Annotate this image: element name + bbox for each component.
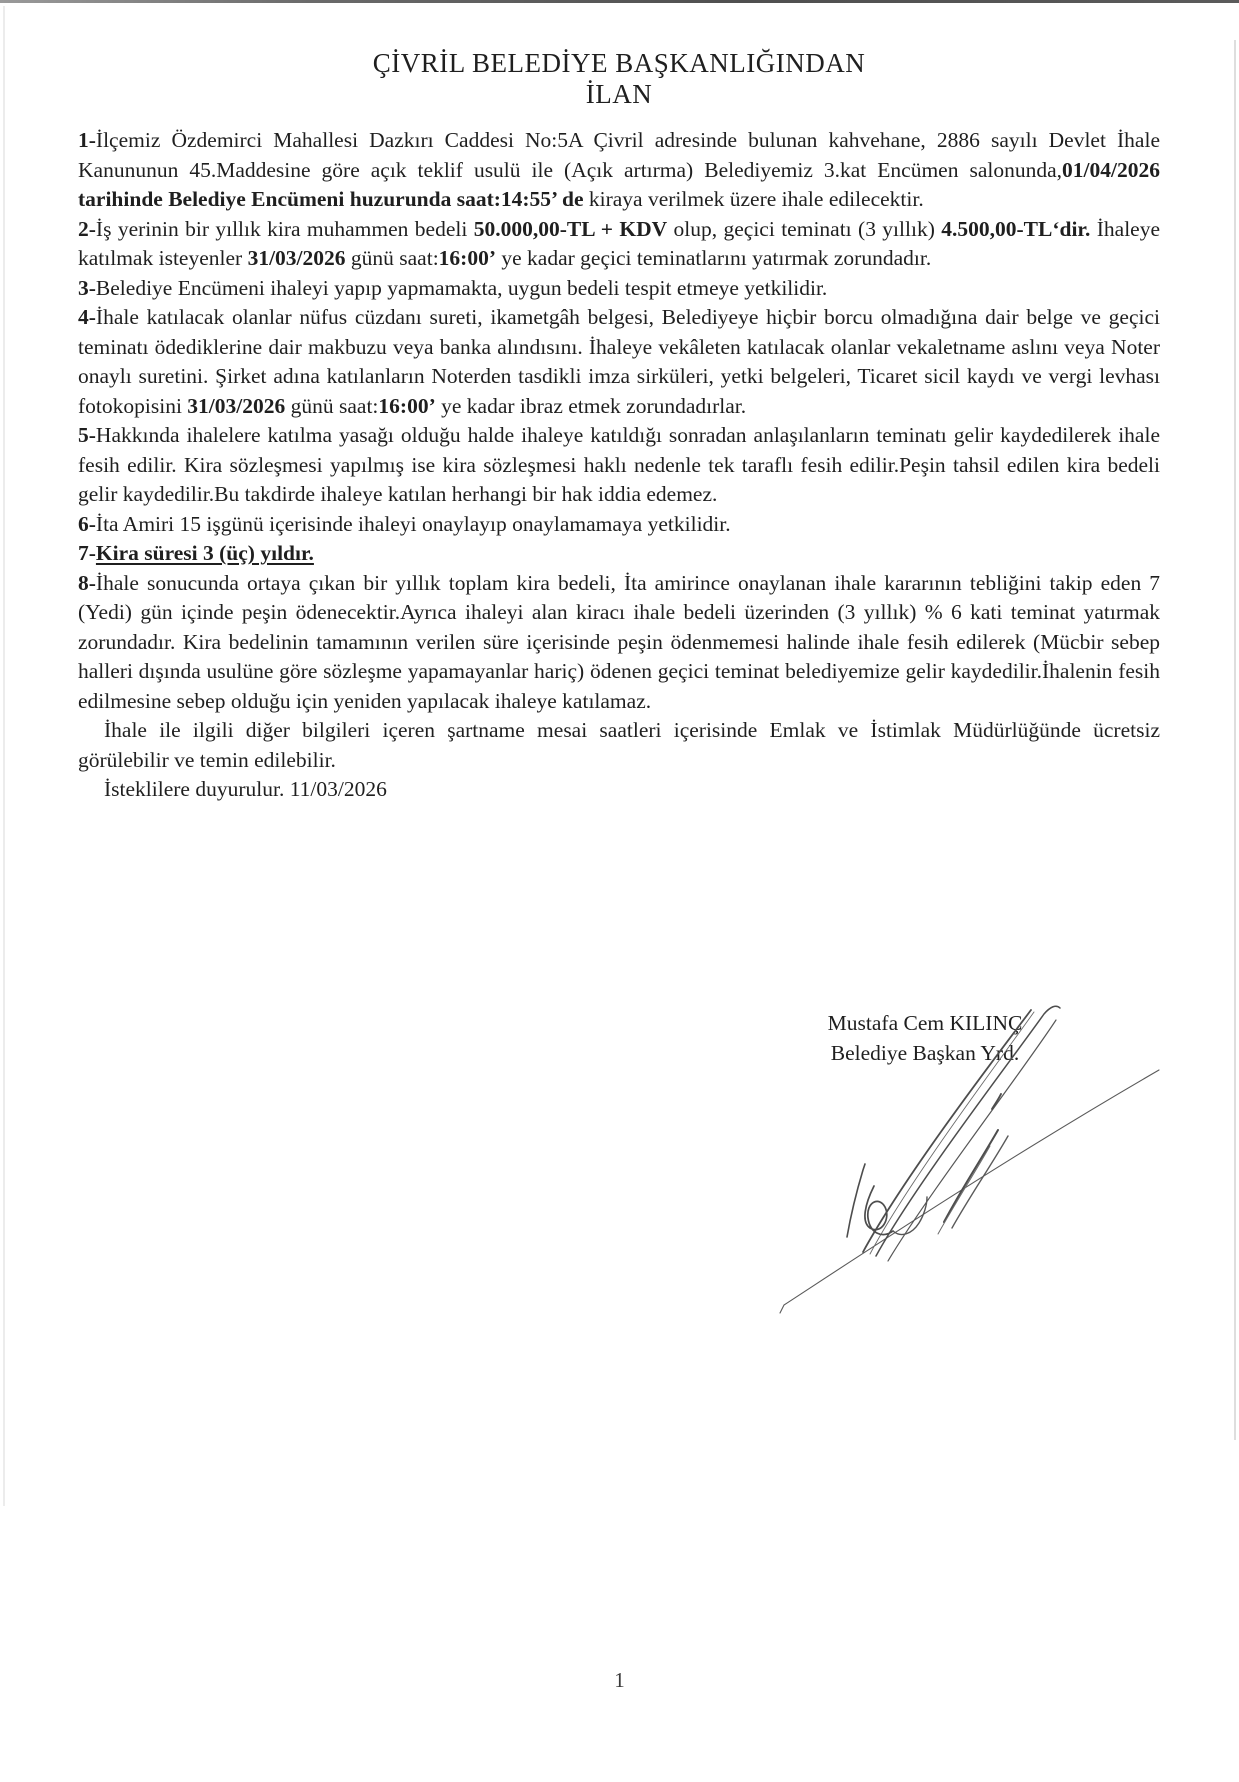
scan-artifact-right-edge <box>1234 40 1236 1440</box>
scan-artifact-top-edge <box>0 0 1239 3</box>
bold-text-run: 1- <box>78 128 96 152</box>
issuing-authority-title: ÇİVRİL BELEDİYE BAŞKANLIĞINDAN <box>372 48 866 78</box>
bold-text-run: 01/04/2026 tarihinde Belediye Encümeni huzurunda saat:14:55’ de <box>78 157 1160 211</box>
scan-artifact-left-edge <box>3 6 5 1506</box>
document-header <box>78 48 1160 110</box>
bold-text-run: 16:00’ <box>438 246 496 270</box>
page-number: 1 <box>614 1668 625 1692</box>
announcement-item-7 <box>78 539 1160 569</box>
signer-name: Mustafa Cem KILINÇ <box>827 1011 1023 1035</box>
text-run: İş yerinin bir yıllık kira muhammen bedeli <box>95 216 474 241</box>
text-run: İsteklilere duyurulur. 11/03/2026 <box>104 777 387 801</box>
bold-text-run: 8- <box>78 570 96 595</box>
text-run: ye kadar ibraz etmek zorundadırlar. <box>435 393 747 418</box>
bold-text-run: 5- <box>78 423 96 447</box>
closing-paragraph <box>78 716 1160 775</box>
text-run: kiraya verilmek üzere ihale edilecektir. <box>583 187 924 211</box>
text-run: İhale sonucunda ortaya çıkan bir yıllık toplam kira bedeli, İta amirince onaylanan ihale kararının tebliğini takip eden 7 (Yedi) gün içinde peşin ödenecektir.Ayrıca ihaleyi alan kiracı ihale bedeli üzerinden (3 yıllık) % 6 kati teminat yatırmak zorundadır. Kira bedelinin tamamının verilen süre içerisinde peşin ödenmemesi halinde ihale fesih edilerek (Mücbir sebep halleri dışında usulüne göre sözleşme yapamayanlar hariç) ödenen geçici teminat belediyemize gelir kaydedilir.İhalenin fesih edilmesine sebep olduğu için yeniden yapılacak ihaleye katılamaz. <box>78 570 1160 713</box>
bold-text-run: 16:00’ <box>378 393 436 418</box>
text-run: günü saat: <box>285 393 379 418</box>
announcement-item-3 <box>78 274 1160 304</box>
signer-title: Belediye Başkan Yrd. <box>830 1041 1020 1065</box>
text-run: İhale ile ilgili diğer bilgileri içeren şartname mesai saatleri içerisinde Emlak ve İstimlak Müdürlüğünde ücretsiz görülebilir ve temin edilebilir. <box>78 718 1160 772</box>
bold-text-run: 31/03/2026 <box>187 393 286 418</box>
bold-text-run: 3- <box>78 275 96 300</box>
announcement-item-4 <box>78 303 1160 421</box>
handwritten-signature-scribble <box>700 990 1180 1335</box>
bold-text-run: 50.000,00-TL + KDV <box>473 216 668 241</box>
text-run: İhale katılacak olanlar nüfus cüzdanı sureti, ikametgâh belgesi, Belediyeye hiçbir borcu olmadığına dair belge ve geçici teminatı ödediklerine dair makbuzu veya banka alındısını. İhaleye vekâleten katılacak olanlar vekaletname aslını veya Noter onaylı suretini. Şirket adına katılanların Noterden tasdikli imza sirküleri, yetki belgeleri, Ticaret sicil kaydı ve vergi levhası fotokopisini <box>78 305 1160 418</box>
bold-text-run: 2- <box>78 216 96 241</box>
announcement-body <box>78 126 1160 805</box>
text-run: olup, geçici teminatı (3 yıllık) <box>667 216 942 241</box>
announcement-item-2 <box>78 215 1160 274</box>
text-run: İlçemiz Özdemirci Mahallesi Dazkırı Caddesi No:5A Çivril adresinde bulunan kahvehane, 2886 sayılı Devlet İhale Kanununun 45.Maddesine göre açık teklif usulü ile (Açık artırma) Belediyemiz 3.kat Encümen salonunda, <box>78 128 1160 182</box>
text-run: Belediye Encümeni ihaleyi yapıp yapmamakta, uygun bedeli tespit etmeye yetkilidir. <box>95 275 828 300</box>
bold-text-run: Kira süresi 3 (üç) yıldır. <box>95 541 314 565</box>
bold-text-run: 6- <box>78 511 96 536</box>
bold-text-run: 7- <box>78 541 96 565</box>
announcement-item-8 <box>78 569 1160 717</box>
text-run: günü saat: <box>345 246 439 270</box>
announcement-item-6 <box>78 510 1160 540</box>
text-run: İhaleye katılmak isteyenler <box>78 216 1161 270</box>
announcement-item-1 <box>78 126 1160 215</box>
text-run: Hakkında ihalelere katılma yasağı olduğu halde ihaleye katıldığı sonradan anlaşılanların teminatı gelir kaydedilerek ihale fesih edilir. Kira sözleşmesi yapılmış ise kira sözleşmesi haklı nedenle tek taraflı fesih edilir.Peşin tahsil edilen kira bedeli gelir kaydedilir.Bu takdirde ihaleye katılan herhangi bir hak iddia edemez. <box>78 423 1160 506</box>
bold-text-run: 4- <box>78 305 96 329</box>
bold-text-run: 4.500,00-TL‘dir. <box>941 216 1091 241</box>
text-run: İta Amiri 15 işgünü içerisinde ihaleyi onaylayıp onaylamamaya yetkilidir. <box>95 511 731 536</box>
bold-text-run: 31/03/2026 <box>247 246 346 270</box>
text-run: ye kadar geçici teminatlarını yatırmak zorundadır. <box>496 246 932 270</box>
announcement-item-5 <box>78 421 1160 510</box>
document-type-title: İLAN <box>585 79 653 109</box>
notice-date-line <box>78 775 1160 805</box>
page-footer <box>0 1668 1239 1693</box>
